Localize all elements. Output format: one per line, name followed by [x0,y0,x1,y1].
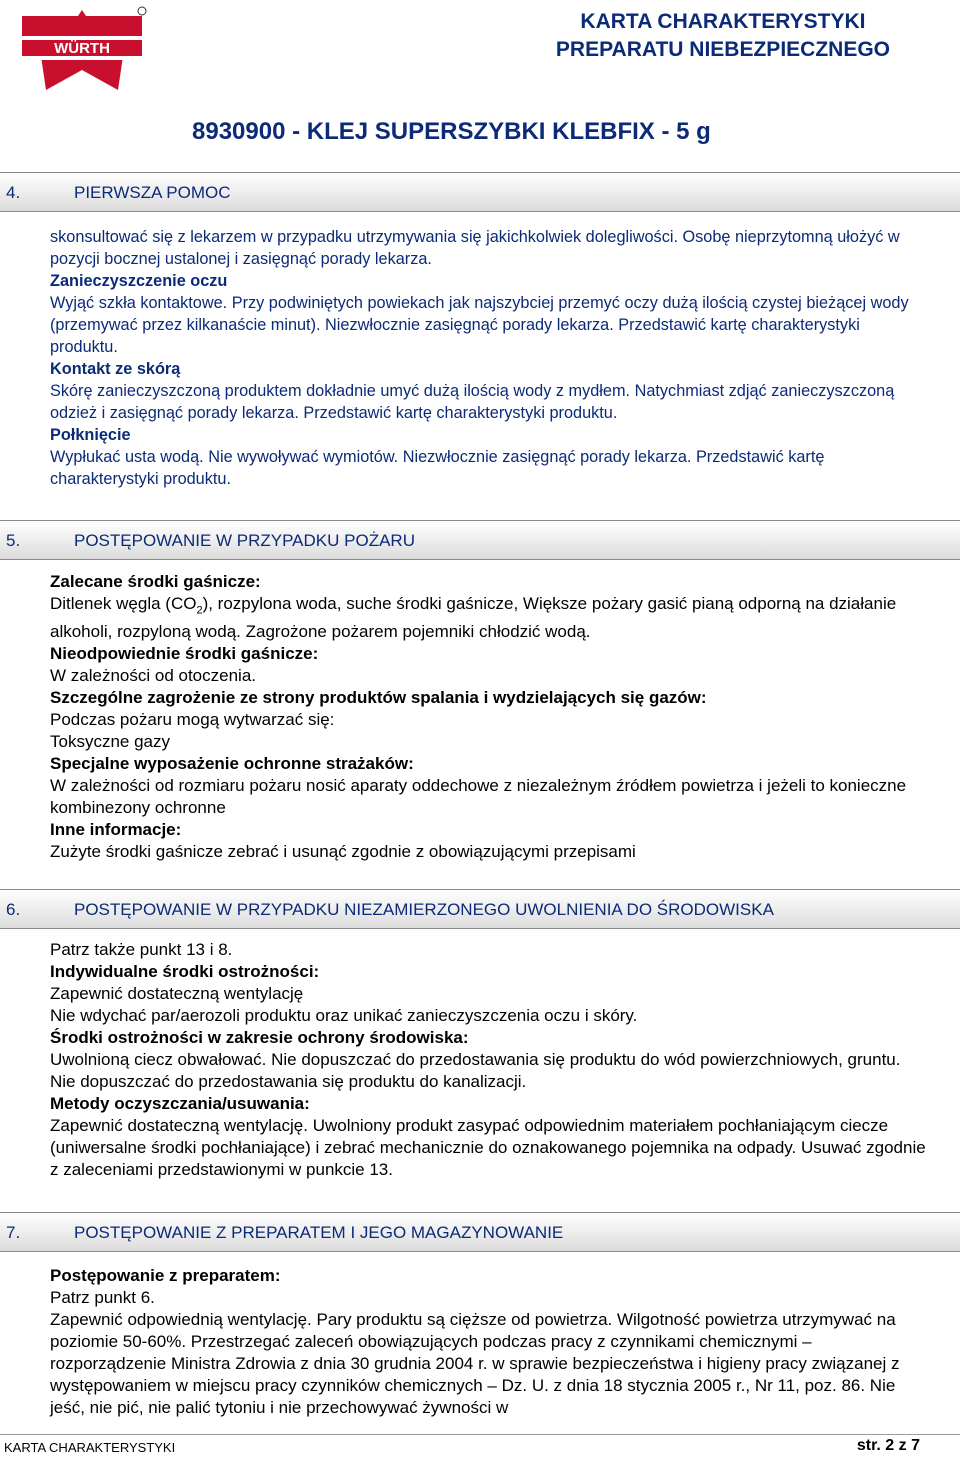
wurth-logo [18,6,148,90]
paragraph: skonsultować się z lekarzem w przypadku utrzymywania się jakichkolwiek dolegliwości. Osobę nieprzytomną ułożyć w pozycji bocznej ustalonej i zasięgnąć porady lekarza. [50,228,900,268]
page-number: str. 2 z 7 [856,1437,920,1454]
paragraph: Patrz punkt 6. [50,1288,155,1307]
paragraph [50,593,930,643]
subheading: Postępowanie z preparatem: [50,1266,281,1285]
subheading: Indywidualne środki ostrożności: [50,962,320,981]
subscript: 2 [196,604,203,617]
paragraph: Podczas pożaru mogą wytwarzać się: [50,710,335,730]
paragraph: Zużyte środki gaśnicze zebrać i usunąć zgodnie z obowiązującymi przepisami [50,842,636,862]
footer-doc-label: KARTA CHARAKTERYSTYKI [4,1440,176,1455]
section-title: PIERWSZA POMOC [74,183,231,202]
subheading: Środki ostrożności w zakresie ochrony środowiska: [50,1028,469,1047]
paragraph: Nie wdychać par/aerozoli produktu oraz unikać zanieczyszczenia oczu i skóry. [50,1006,638,1025]
subheading: Inne informacje: [50,820,182,840]
product-name: 8930900 - KLEJ SUPERSZYBKI KLEBFIX - 5 g [192,118,711,145]
section-number: 7. [6,1223,21,1242]
section-title: POSTĘPOWANIE W PRZYPADKU POŻARU [74,531,415,550]
section-number: 4. [6,183,21,202]
document-title-line1: KARTA CHARAKTERYSTYKI [580,10,866,33]
subheading: Kontakt ze skórą [50,360,181,378]
text-run: ), rozpylona woda, suche środki gaśnicze, Większe pożary gasić pianą odporną na działanie alkoholi, rozpyloną wodą. Zagrożone pożarem pojemniki chłodzić wodą. [50,594,897,642]
section-4-body [50,226,930,490]
subheading: Szczególne zagrożenie ze strony produktów spalania i wydzielających się gazów: [50,688,707,708]
section-number: 6. [6,900,21,919]
section-6-body [50,939,930,1181]
section-5-header [0,520,960,560]
section-number: 5. [6,531,21,550]
subheading: Nieodpowiednie środki gaśnicze: [50,644,319,664]
subheading: Specjalne wyposażenie ochronne strażaków: [50,754,414,774]
paragraph: Skórę zanieczyszczoną produktem dokładnie umyć dużą ilością wody z mydłem. Natychmiast zdjąć zanieczyszczoną odzież i zasięgnąć porady lekarza. Przedstawić kartę charakterystyki produktu. [50,382,895,422]
document-title [556,8,890,64]
section-title: POSTĘPOWANIE Z PREPARATEM I JEGO MAGAZYNOWANIE [74,1223,564,1242]
paragraph: W zależności od otoczenia. [50,666,256,686]
paragraph: W zależności od rozmiaru pożaru nosić aparaty oddechowe z niezależnym źródłem powietrza i jeżeli to konieczne kombinezony ochronne [50,776,907,818]
document-title-line2: PREPARATU NIEBEZPIECZNEGO [555,38,890,61]
subheading: Zanieczyszczenie oczu [50,272,228,290]
paragraph: Zapewnić dostateczną wentylację. Uwolniony produkt zasypać odpowiednim materiałem pochłaniającym ciecze (uniwersalne środki pochłaniające) i zebrać mechanicznie do oznakowanego pojemnika na odpady. Usuwać zgodnie z zaleceniami przedstawionymi w punkcie 13. [50,1116,926,1179]
paragraph: Patrz także punkt 13 i 8. [50,940,233,959]
subheading: Połknięcie [50,426,131,444]
text-run: Ditlenek węgla (CO [50,594,197,613]
section-title: POSTĘPOWANIE W PRZYPADKU NIEZAMIERZONEGO UWOLNIENIA DO ŚRODOWISKA [74,900,774,919]
paragraph: Uwolnioną ciecz obwałować. Nie dopuszczać do przedostawania się produktu do wód powierzchniowych, gruntu. Nie dopuszczać do przedostawania się produktu do kanalizacji. [50,1050,901,1091]
paragraph: Toksyczne gazy [50,732,170,752]
footer-divider [0,1434,960,1435]
paragraph: Wyjąć szkła kontaktowe. Przy podwiniętych powiekach jak najszybciej przemyć oczy dużą ilością czystej bieżącej wody (przemywać przez kilkanaście minut). Niezwłocznie zasięgnąć porady lekarza. Przedstawić kartę charakterystyki produktu. [50,294,909,356]
subheading: Metody oczyszczania/usuwania: [50,1094,310,1113]
section-7-body [50,1265,930,1419]
paragraph: Zapewnić odpowiednią wentylację. Pary produktu są cięższe od powietrza. Wilgotność powietrza utrzymywać na poziomie 50-60%. Przestrzegać zaleceń obowiązujących podczas pracy z czynnikami chemicznymi – rozporządzenie Ministra Zdrowia z dnia 30 grudnia 2004 r. w sprawie bezpieczeństwa i higieny pracy związanej z występowaniem w miejscu pracy czynników chemicznych – Dz. U. z dnia 18 stycznia 2005 r., Nr 11, poz. 86. Nie jeść, nie pić, nie palić tytoniu i nie przechowywać żywności w [50,1310,900,1417]
section-5-body [50,571,930,863]
paragraph: Zapewnić dostateczną wentylację [50,984,304,1003]
section-7-header [0,1212,960,1252]
section-6-header [0,889,960,929]
subheading: Zalecane środki gaśnicze: [50,572,261,591]
svg-text:WÜRTH: WÜRTH [54,40,110,57]
section-4-header [0,172,960,212]
paragraph: Wypłukać usta wodą. Nie wywoływać wymiotów. Niezwłocznie zasięgnąć porady lekarza. Przedstawić kartę charakterystyki produktu. [50,448,825,488]
